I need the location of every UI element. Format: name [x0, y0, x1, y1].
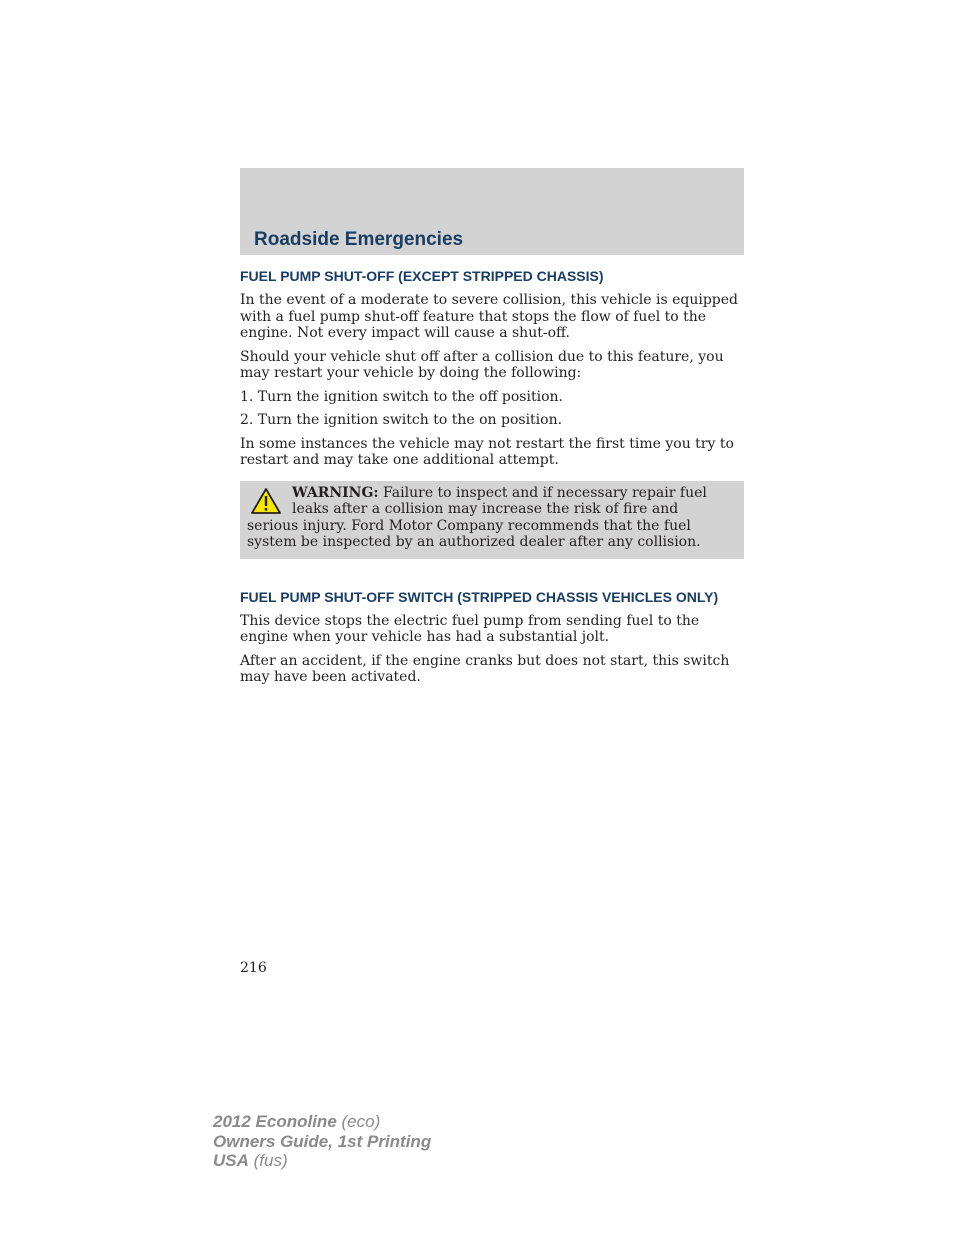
section-heading-fuel-pump-shutoff: FUEL PUMP SHUT-OFF (EXCEPT STRIPPED CHASSIS)	[240, 268, 604, 284]
paragraph: In the event of a moderate to severe collision, this vehicle is equipped with a fuel pump shut-off feature that stops the flow of fuel to the engine. Not every impact will cause a shut-off.	[240, 292, 738, 341]
paragraph: Should your vehicle shut off after a collision due to this feature, you may restart your vehicle by doing the following:	[240, 348, 724, 381]
footer-model-code: (eco)	[336, 1112, 381, 1131]
warning-text: Failure to inspect and if necessary repair fuel leaks after a collision may increase the risk of fire and serious injury. Ford Motor Company recommends that the fuel system be inspected by an authorized dealer after any collision.	[247, 484, 707, 550]
list-step-1: 1. Turn the ignition switch to the off position.	[240, 388, 563, 405]
section-heading-shutoff-switch: FUEL PUMP SHUT-OFF SWITCH (STRIPPED CHASSIS VEHICLES ONLY)	[240, 588, 719, 605]
page-number: 216	[240, 960, 267, 976]
list-step-2: 2. Turn the ignition switch to the on position.	[240, 412, 563, 428]
footer-printing: Owners Guide, 1st Printing	[213, 1131, 432, 1151]
document-footer	[213, 1112, 431, 1171]
page-content	[240, 268, 744, 693]
paragraph: After an accident, if the engine cranks but does not start, this switch may have been activated.	[240, 652, 730, 685]
footer-region: USA	[213, 1151, 249, 1170]
chapter-header-band	[240, 168, 744, 255]
footer-region-code: (fus)	[248, 1151, 288, 1170]
footer-model: 2012 Econoline	[213, 1112, 337, 1131]
warning-label: WARNING:	[292, 484, 379, 501]
warning-box	[240, 481, 744, 559]
paragraph: In some instances the vehicle may not restart the first time you try to restart and may take one additional attempt.	[240, 435, 734, 468]
warning-triangle-icon	[250, 487, 282, 515]
paragraph: This device stops the electric fuel pump from sending fuel to the engine when your vehicle has had a substantial jolt.	[240, 612, 700, 645]
chapter-title: Roadside Emergencies	[254, 229, 464, 250]
